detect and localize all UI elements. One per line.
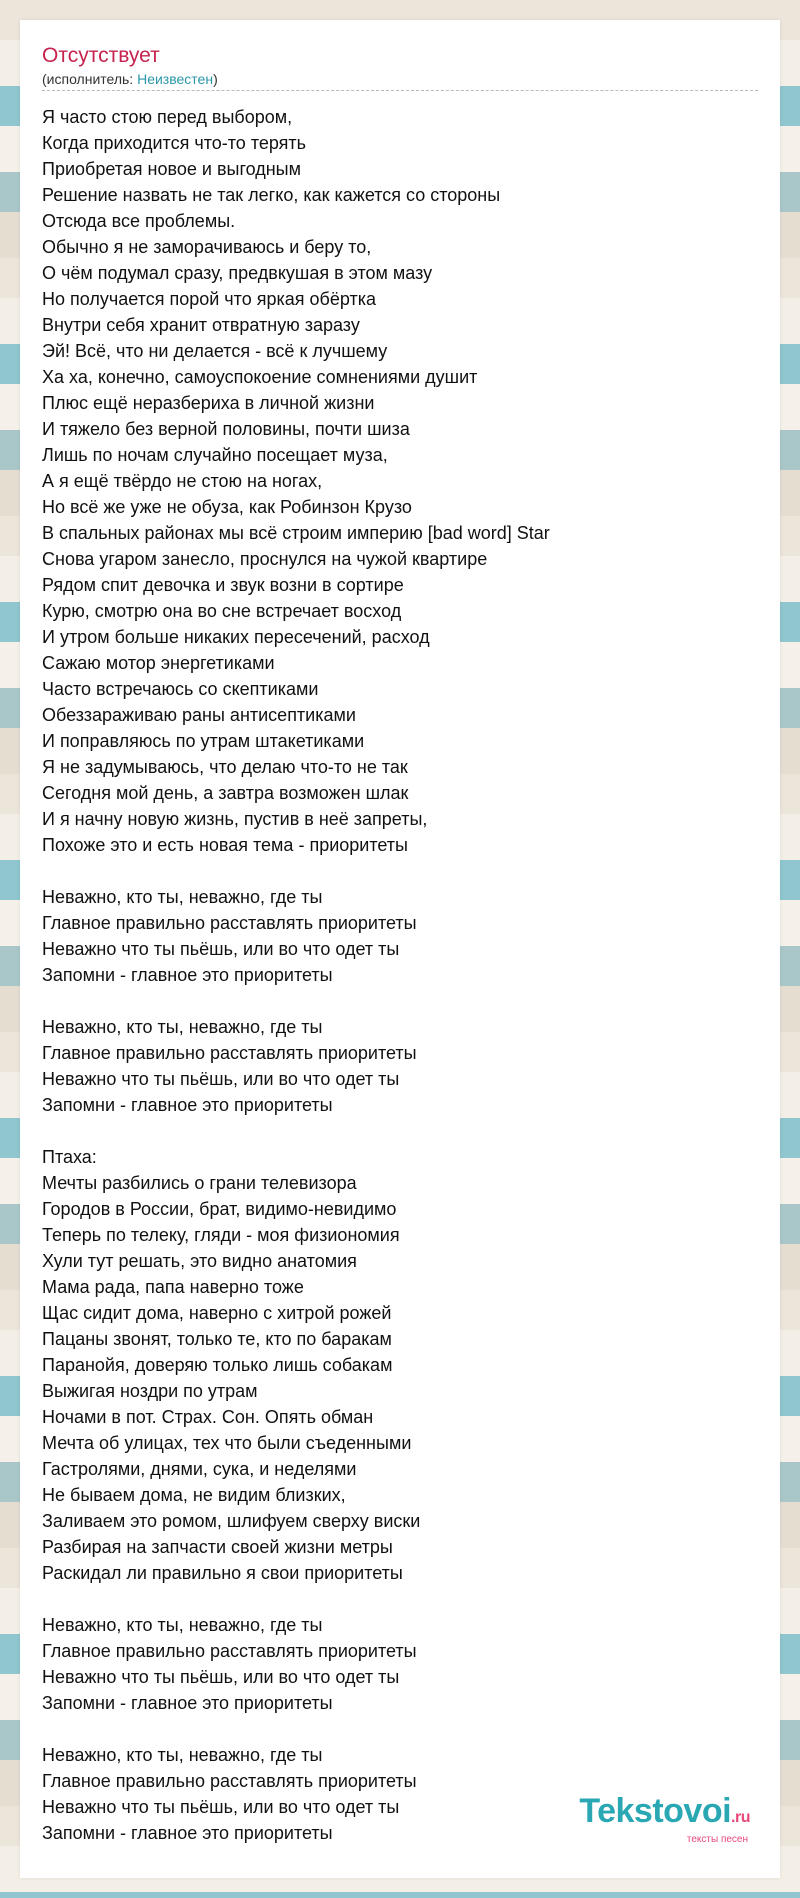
lyrics-line: Теперь по телеку, гляди - моя физиономия — [42, 1225, 400, 1245]
lyrics-line: И я начну новую жизнь, пустив в неё запреты, — [42, 809, 428, 829]
song-header — [42, 42, 758, 91]
lyrics-blank-line — [42, 1716, 762, 1742]
lyrics-line: Заливаем это ромом, шлифуем сверху виски — [42, 1511, 421, 1531]
lyrics-line: Городов в России, брат, видимо-невидимо — [42, 1199, 397, 1219]
lyrics-line: Лишь по ночам случайно посещает муза, — [42, 445, 388, 465]
lyrics-line: Я часто стою перед выбором, — [42, 107, 293, 127]
lyrics-text — [42, 104, 762, 1846]
lyrics-line: Обеззараживаю раны антисептиками — [42, 705, 356, 725]
lyrics-line: Обычно я не заморачиваюсь и беру то, — [42, 237, 372, 257]
song-title: Отсутствует — [42, 44, 160, 67]
lyrics-line: Щас сидит дома, наверно с хитрой рожей — [42, 1303, 392, 1323]
lyrics-card — [20, 20, 780, 1878]
lyrics-line: Плюс ещё неразбериха в личной жизни — [42, 393, 375, 413]
lyrics-line: Сегодня мой день, а завтра возможен шлак — [42, 783, 409, 803]
lyrics-line: Эй! Всё, что ни делается - всё к лучшему — [42, 341, 388, 361]
lyrics-line: Хули тут решать, это видно анатомия — [42, 1251, 357, 1271]
lyrics-line: Но всё же уже не обуза, как Робинзон Крузо — [42, 497, 412, 517]
lyrics-line: Главное правильно расставлять приоритеты — [42, 1771, 417, 1791]
lyrics-line: Неважно, кто ты, неважно, где ты — [42, 1745, 323, 1765]
lyrics-line: Выжигая ноздри по утрам — [42, 1381, 258, 1401]
lyrics-line: Неважно что ты пьёшь, или во что одет ты — [42, 939, 400, 959]
artist-prefix: (исполнитель: — [42, 71, 138, 87]
lyrics-line: Приобретая новое и выгодным — [42, 159, 301, 179]
lyrics-line: Главное правильно расставлять приоритеты — [42, 1641, 417, 1661]
lyrics-line: Неважно что ты пьёшь, или во что одет ты — [42, 1797, 400, 1817]
lyrics-blank-line — [42, 988, 762, 1014]
lyrics-line: Мечты разбились о грани телевизора — [42, 1173, 357, 1193]
lyrics-line: В спальных районах мы всё строим империю [bad word] Star — [42, 523, 550, 543]
lyrics-line: Мечта об улицах, тех что были съеденными — [42, 1433, 412, 1453]
lyrics-line: Главное правильно расставлять приоритеты — [42, 913, 417, 933]
lyrics-line: Когда приходится что-то терять — [42, 133, 307, 153]
lyrics-line: А я ещё твёрдо не стою на ногах, — [42, 471, 323, 491]
lyrics-blank-line — [42, 858, 762, 884]
lyrics-line: Похоже это и есть новая тема - приоритеты — [42, 835, 408, 855]
lyrics-line: Неважно что ты пьёшь, или во что одет ты — [42, 1667, 400, 1687]
lyrics-line: Рядом спит девочка и звук возни в сортире — [42, 575, 404, 595]
lyrics-line: Пацаны звонят, только те, кто по баракам — [42, 1329, 392, 1349]
lyrics-blank-line — [42, 1118, 762, 1144]
lyrics-line: И тяжело без верной половины, почти шиза — [42, 419, 410, 439]
lyrics-line: Запомни - главное это приоритеты — [42, 965, 333, 985]
logo-tld: .ru — [731, 1809, 750, 1826]
lyrics-line: Запомни - главное это приоритеты — [42, 1095, 333, 1115]
lyrics-line: Запомни - главное это приоритеты — [42, 1823, 333, 1843]
logo-wordmark — [579, 1793, 750, 1836]
lyrics-line: Не бываем дома, не видим близких, — [42, 1485, 346, 1505]
logo-name: Tekstovoi — [579, 1792, 732, 1830]
lyrics-line: Ха ха, конечно, самоуспокоение сомнениями душит — [42, 367, 478, 387]
lyrics-line: Неважно, кто ты, неважно, где ты — [42, 887, 323, 907]
artist-line — [42, 70, 758, 88]
lyrics-line: Гастролями, днями, сука, и неделями — [42, 1459, 357, 1479]
lyrics-line: О чём подумал сразу, предвкушая в этом мазу — [42, 263, 433, 283]
lyrics-line: Часто встречаюсь со скептиками — [42, 679, 319, 699]
lyrics-line: Но получается порой что яркая обёртка — [42, 289, 376, 309]
lyrics-line: Отсюда все проблемы. — [42, 211, 236, 231]
lyrics-line: Я не задумываюсь, что делаю что-то не так — [42, 757, 408, 777]
artist-link[interactable]: Неизвестен — [137, 71, 214, 87]
lyrics-line: Неважно что ты пьёшь, или во что одет ты — [42, 1069, 400, 1089]
lyrics-line: Снова угаром занесло, проснулся на чужой квартире — [42, 549, 488, 569]
lyrics-line: Неважно, кто ты, неважно, где ты — [42, 1017, 323, 1037]
lyrics-line: Ночами в пот. Страх. Сон. Опять обман — [42, 1407, 374, 1427]
lyrics-line: Разбирая на запчасти своей жизни метры — [42, 1537, 393, 1557]
lyrics-line: И утром больше никаких пересечений, расход — [42, 627, 430, 647]
lyrics-line: Неважно, кто ты, неважно, где ты — [42, 1615, 323, 1635]
lyrics-line: И поправляюсь по утрам штакетиками — [42, 731, 365, 751]
lyrics-line: Птаха: — [42, 1147, 97, 1167]
lyrics-line: Раскидал ли правильно я свои приоритеты — [42, 1563, 403, 1583]
site-logo[interactable] — [579, 1793, 750, 1846]
lyrics-line: Мама рада, папа наверно тоже — [42, 1277, 304, 1297]
lyrics-line: Главное правильно расставлять приоритеты — [42, 1043, 417, 1063]
lyrics-line: Курю, смотрю она во сне встречает восход — [42, 601, 402, 621]
lyrics-line: Внутри себя хранит отвратную заразу — [42, 315, 360, 335]
logo-tagline: тексты песен — [686, 1834, 748, 1845]
lyrics-line: Паранойя, доверяю только лишь собакам — [42, 1355, 393, 1375]
lyrics-blank-line — [42, 1586, 762, 1612]
lyrics-line: Запомни - главное это приоритеты — [42, 1693, 333, 1713]
lyrics-line: Решение назвать не так легко, как кажется со стороны — [42, 185, 501, 205]
artist-suffix: ) — [213, 71, 218, 87]
lyrics-line: Сажаю мотор энергетиками — [42, 653, 275, 673]
